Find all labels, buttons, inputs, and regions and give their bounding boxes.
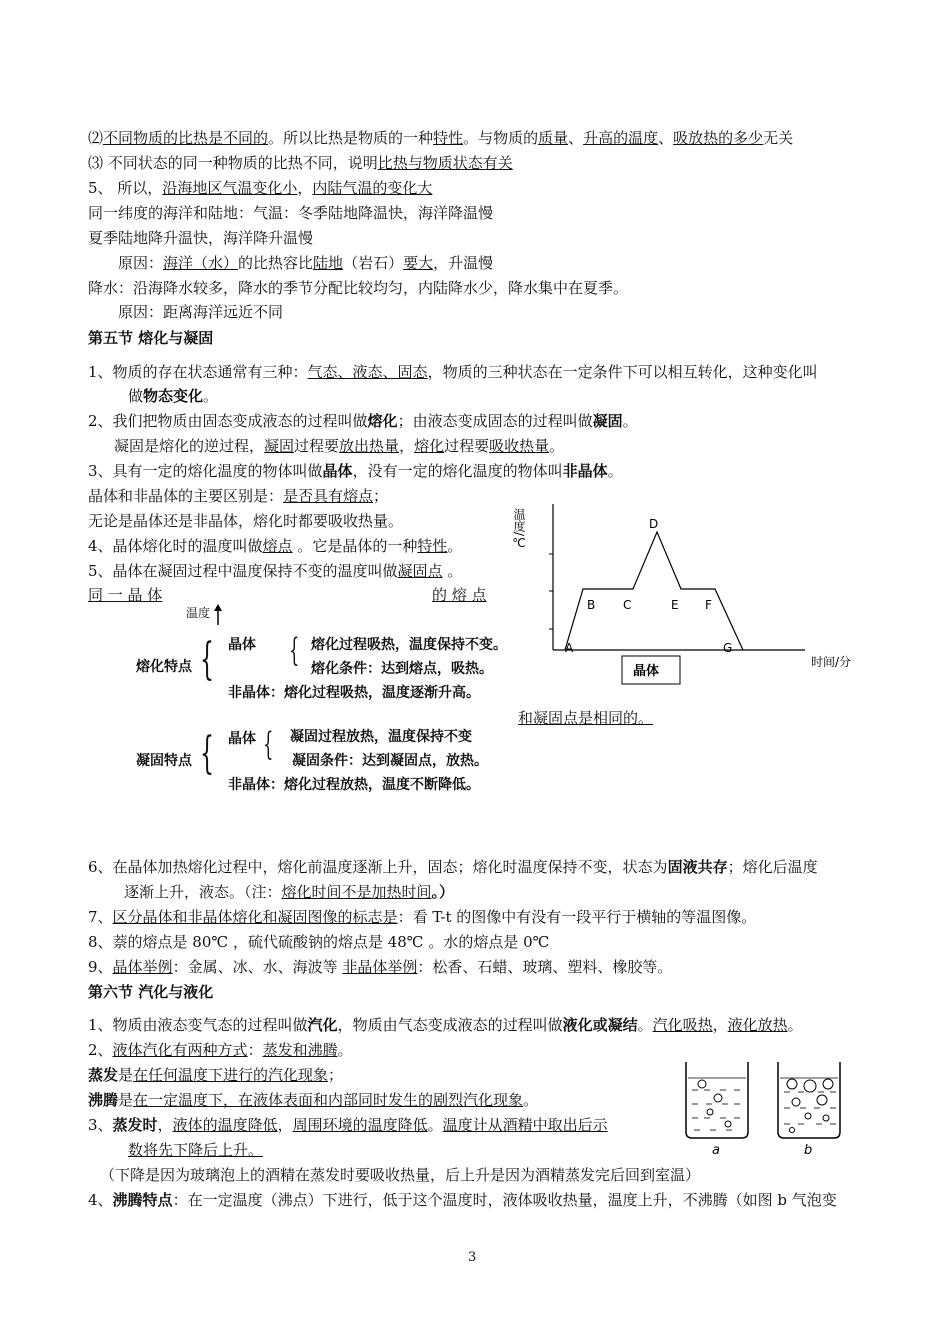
text-line: （下降是因为玻璃泡上的酒精在蒸发时要吸收热量，后上升是因为酒精蒸发完后回到室温） <box>100 1166 701 1184</box>
point-d-label: D <box>649 517 659 531</box>
y-axis-label: 温度/℃ <box>512 508 526 551</box>
text-line: 原因：海洋（水）的比热容比陆地（岩石）要大，升温慢 <box>118 254 494 272</box>
text-line: 2、我们把物质由固态变成液态的过程叫做熔化；由液态变成固态的过程叫做凝固。 <box>88 412 638 430</box>
point-e-label: E <box>671 598 679 612</box>
melting-crystal-process: 熔化过程吸热，温度保持不变。 <box>311 637 507 653</box>
text-line: 的 熔 点 <box>432 586 487 604</box>
beakers-illustration <box>680 1058 860 1158</box>
crystal-box-label: 晶体 <box>633 664 660 679</box>
text-line: 6、在晶体加热熔化过程中，熔化前温度逐渐上升，固态；熔化时温度保持不变，状态为固液共存；熔化后温度 <box>88 858 818 876</box>
x-axis-label: 时间/分 <box>811 655 852 669</box>
text-line: 4、晶体熔化时的温度叫做熔点 。它是晶体的一种特性。 <box>88 537 463 555</box>
curve-line <box>565 532 743 650</box>
beaker-b-label: b <box>804 1143 813 1158</box>
beaker-b <box>778 1062 840 1158</box>
freezing-title: 凝固特点 <box>136 753 192 769</box>
text-line: 沸腾是在一定温度下，在液体表面和内部同时发生的剧烈汽化现象。 <box>88 1091 539 1109</box>
text-line: 3、具有一定的熔化温度的物体叫做晶体，没有一定的熔化温度的物体叫非晶体。 <box>88 462 623 480</box>
freezing-crystal-label: 晶体 <box>228 731 256 747</box>
text-line: 9、晶体举例：金属、冰、水、海波等 非晶体举例：松香、石蜡、玻璃、塑料、橡胶等。 <box>88 958 673 976</box>
beaker-a-label: a <box>712 1143 720 1158</box>
text-line: 1、物质的存在状态通常有三种：气态、液态、固态，物质的三种状态在一定条件下可以相互转化，这种变化叫 <box>88 363 818 381</box>
melting-crystal-condition: 熔化条件：达到熔点，吸热。 <box>311 661 493 677</box>
text-line: 同一纬度的海洋和陆地：气温：冬季陆地降温快，海洋降温慢 <box>88 204 494 222</box>
text-line: 降水：沿海降水较多，降水的季节分配比较均匀，内陆降水少，降水集中在夏季。 <box>88 279 629 297</box>
text-line: 蒸发是在任何温度下进行的汽化现象； <box>88 1066 344 1084</box>
text-line: 3、蒸发时，液体的温度降低，周围环境的温度降低。温度计从酒精中取出后示 <box>88 1116 608 1134</box>
text-line: 做物态变化。 <box>128 387 219 405</box>
text-line: 原因：距离海洋远近不同 <box>118 303 284 321</box>
text-line: 5、 所以，沿海地区气温变化小，内陆气温的变化大 <box>88 179 433 197</box>
text-line: 晶体和非晶体的主要区别是：是否具有熔点； <box>88 487 389 505</box>
section-heading: 第五节 熔化与凝固 <box>88 329 214 347</box>
section-heading: 第六节 汽化与液化 <box>88 983 214 1001</box>
freezing-crystal-process: 凝固过程放热，温度保持不变 <box>290 729 472 745</box>
text-line: 无论是晶体还是非晶体，熔化时都要吸收热量。 <box>88 512 404 530</box>
text-line: 凝固是熔化的逆过程，凝固过程要放出热量，熔化过程要吸收热量。 <box>114 437 565 455</box>
brace-icon: { <box>289 631 300 669</box>
arrow-up-icon <box>212 604 224 626</box>
point-c-label: C <box>623 598 632 612</box>
melting-curve-graph <box>512 494 875 694</box>
melting-amorphous: 非晶体：熔化过程吸热，温度逐渐升高。 <box>228 685 480 701</box>
text-line: 1、物质由液态变气态的过程叫做汽化，物质由气态变成液态的过程叫做液化或凝结。汽化吸热，液化放热。 <box>88 1016 803 1034</box>
beaker-a <box>686 1062 748 1158</box>
text-line: 逐渐上升，液态。（注：熔化时间不是加热时间。） <box>124 883 455 901</box>
point-f-label: F <box>705 598 712 612</box>
text-line: 数将先下降后上升。 <box>128 1141 264 1159</box>
point-g-label: G <box>723 641 733 655</box>
brace-icon: { <box>200 728 214 779</box>
text-line: 4、沸腾特点：在一定温度（沸点）下进行，低于这个温度时，液体吸收热量，温度上升，不沸腾（如图 b 气泡变 <box>88 1191 837 1209</box>
text-line: ⑶ 不同状态的同一种物质的比热不同，说明比热与物质状态有关 <box>88 154 513 172</box>
freezing-crystal-condition: 凝固条件：达到凝固点，放热。 <box>292 753 488 769</box>
text-line: 8、萘的熔点是 80℃ ，硫代硫酸钠的熔点是 48℃ 。水的熔点是 0℃ <box>88 933 550 951</box>
point-a-label: A <box>565 641 574 655</box>
melting-title: 熔化特点 <box>136 659 192 675</box>
text-line: ⑵不同物质的比热是不同的。所以比热是物质的一种特性。与物质的质量、升高的温度、吸放热的多少无关 <box>88 129 794 147</box>
brace-icon: { <box>200 634 214 685</box>
text-line: 和凝固点是相同的。 <box>518 709 654 727</box>
point-b-label: B <box>587 598 596 612</box>
temperature-axis-label: 温度 <box>186 606 211 620</box>
freezing-amorphous: 非晶体：熔化过程放热，温度不断降低。 <box>228 777 480 793</box>
page-number: 3 <box>468 1250 477 1265</box>
text-line: 7、区分晶体和非晶体熔化和凝固图像的标志是：看 T-t 的图像中有没有一段平行于横轴的等温图像。 <box>88 908 757 926</box>
text-line: 同 一 晶 体 <box>88 586 163 604</box>
text-line: 5、晶体在凝固过程中温度保持不变的温度叫做凝固点 。 <box>88 562 463 580</box>
brace-icon: { <box>263 725 274 763</box>
text-line: 夏季陆地降升温快，海洋降升温慢 <box>88 229 314 247</box>
text-line: 2、液体汽化有两种方式：蒸发和沸腾。 <box>88 1041 353 1059</box>
melting-crystal-label: 晶体 <box>228 637 256 653</box>
